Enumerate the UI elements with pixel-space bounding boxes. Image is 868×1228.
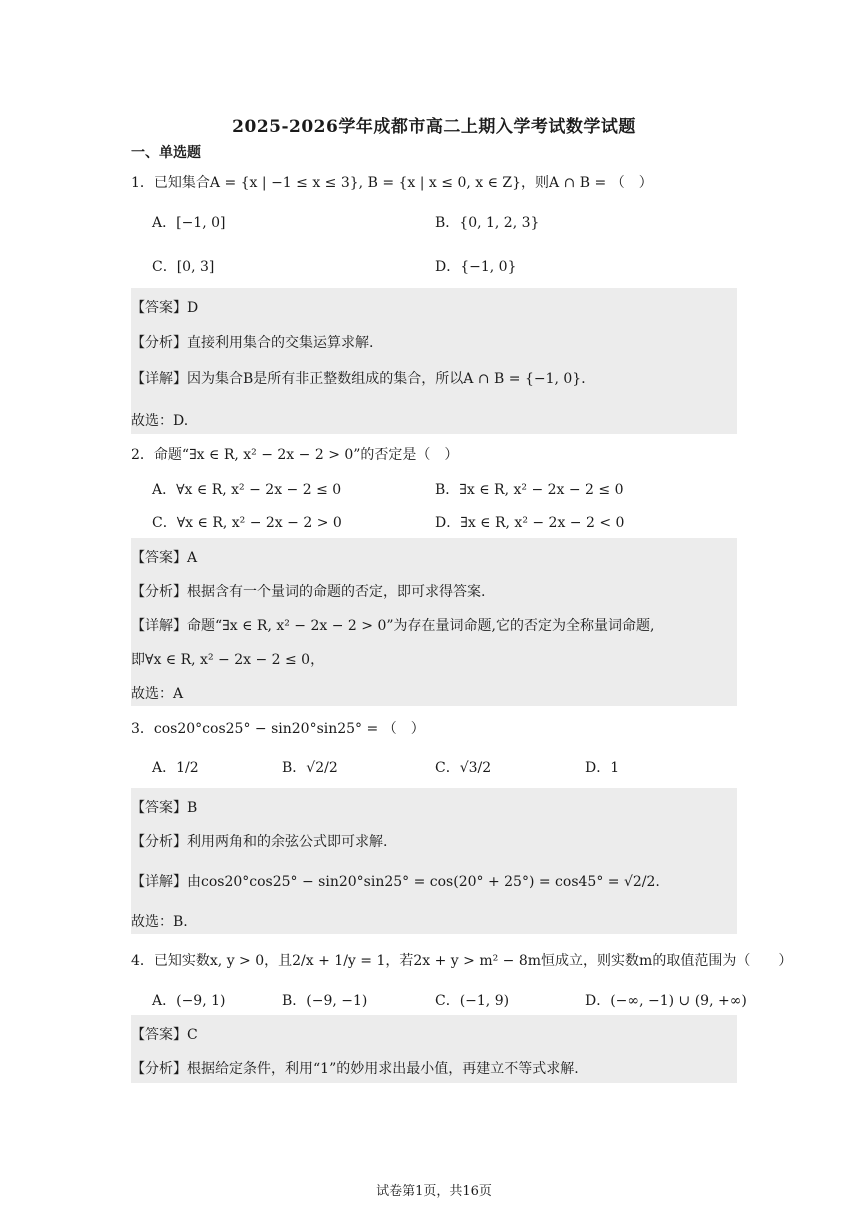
- question-1-option-a: A．[−1, 0]: [152, 215, 226, 231]
- section-heading: 一、单选题: [131, 145, 201, 161]
- question-3-detail: 【详解】由cos20°cos25° − sin20°sin25° = cos(20° + 25°) = cos45° = √2/2.: [131, 874, 660, 890]
- question-4-analysis: 【分析】根据给定条件，利用“1”的妙用求出最小值，再建立不等式求解.: [131, 1061, 579, 1077]
- question-1-detail: 【详解】因为集合B是所有非正整数组成的集合，所以A ∩ B = {−1, 0}．: [131, 371, 596, 387]
- question-1-analysis: 【分析】直接利用集合的交集运算求解.: [131, 335, 374, 351]
- question-2-detail: 【详解】命题“∃x ∈ R, x² − 2x − 2 > 0”为存在量词命题,它的否定为全称量词命题,: [131, 618, 655, 634]
- question-4-option-c: C．(−1, 9): [435, 993, 510, 1009]
- question-2-detail-2: 即∀x ∈ R, x² − 2x − 2 ≤ 0，: [131, 652, 325, 668]
- question-3-answer: 【答案】B: [131, 800, 198, 816]
- question-3-option-a: A．1/2: [152, 760, 199, 776]
- page-title: 2025-2026学年成都市高二上期入学考试数学试题: [232, 117, 636, 137]
- question-1-answer-block: [131, 288, 737, 434]
- question-3-option-c: C．√3/2: [435, 760, 492, 776]
- question-4-stem: 4．已知实数x, y > 0，且2/x + 1/y = 1，若2x + y > m² − 8m恒成立，则实数m的取值范围为（ ）: [131, 953, 793, 969]
- question-1-option-b: B．{0, 1, 2, 3}: [435, 215, 540, 231]
- question-1-stem: 1．已知集合A = {x | −1 ≤ x ≤ 3}, B = {x | x ≤ 0, x ∈ Z}，则A ∩ B = （ ）: [131, 175, 653, 191]
- question-2-conclusion: 故选：A: [131, 686, 184, 702]
- question-4-option-a: A．(−9, 1): [152, 993, 226, 1009]
- question-2-option-c: C．∀x ∈ R, x² − 2x − 2 > 0: [152, 515, 342, 531]
- question-3-analysis: 【分析】利用两角和的余弦公式即可求解.: [131, 834, 388, 850]
- question-1-conclusion: 故选：D.: [131, 413, 189, 429]
- question-2-answer-block: [131, 538, 737, 706]
- question-1-option-d: D．{−1, 0}: [435, 259, 517, 275]
- question-4-option-b: B．(−9, −1): [282, 993, 368, 1009]
- question-1-answer: 【答案】D: [131, 300, 199, 316]
- question-2-option-a: A．∀x ∈ R, x² − 2x − 2 ≤ 0: [152, 482, 342, 498]
- question-4-answer: 【答案】C: [131, 1027, 198, 1043]
- question-3-conclusion: 故选：B.: [131, 914, 188, 930]
- question-1-option-c: C．[0, 3]: [152, 259, 215, 275]
- question-3-option-b: B．√2/2: [282, 760, 338, 776]
- question-2-option-b: B．∃x ∈ R, x² − 2x − 2 ≤ 0: [435, 482, 624, 498]
- question-2-answer: 【答案】A: [131, 550, 198, 566]
- question-2-option-d: D．∃x ∈ R, x² − 2x − 2 < 0: [435, 515, 625, 531]
- question-2-stem: 2．命题“∃x ∈ R, x² − 2x − 2 > 0”的否定是（ ）: [131, 447, 459, 463]
- question-3-stem: 3．cos20°cos25° − sin20°sin25° = （ ）: [131, 721, 425, 737]
- question-4-answer-block: [131, 1015, 737, 1083]
- question-3-option-d: D．1: [585, 760, 620, 776]
- question-4-option-d: D．(−∞, −1) ∪ (9, +∞): [585, 993, 747, 1009]
- question-3-answer-block: [131, 788, 737, 934]
- page-footer: 试卷第1页，共16页: [376, 1184, 492, 1199]
- question-2-analysis: 【分析】根据含有一个量词的命题的否定，即可求得答案.: [131, 584, 486, 600]
